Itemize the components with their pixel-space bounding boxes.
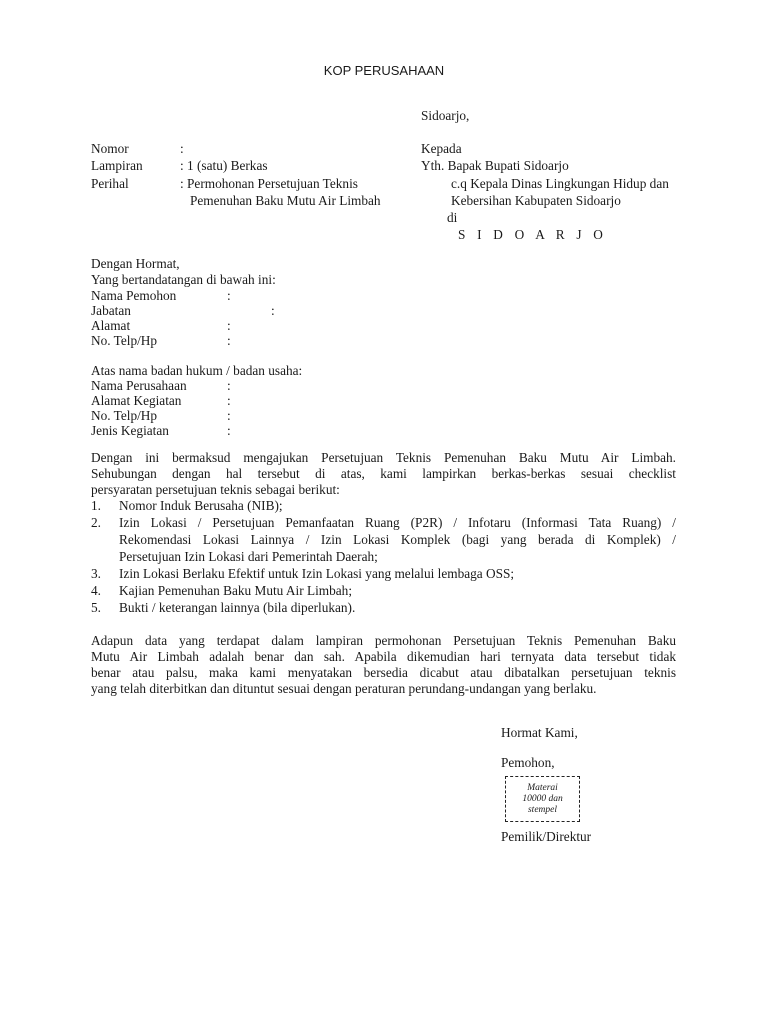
list-number: 4. (91, 583, 101, 598)
perihal-value-1: : Permohonan Persetujuan Teknis (180, 176, 358, 191)
list-number: 1. (91, 498, 101, 513)
company-phone-label: No. Telp/Hp (91, 408, 158, 423)
list-number: 5. (91, 600, 101, 615)
applicant-address-label: Alamat (91, 318, 131, 333)
applicant-address-colon: : (227, 318, 231, 333)
signer-role: Pemohon, (501, 755, 555, 770)
applicant-name-colon: : (227, 288, 231, 303)
list-text: Rekomendasi Lokasi Lainnya / Izin Lokasi Komplek (bagi yang berada di Komplek) / (119, 532, 676, 547)
company-intro: Atas nama badan hukum / badan usaha: (91, 363, 303, 378)
recipient-line2: c.q Kepala Dinas Lingkungan Hidup dan (451, 176, 669, 191)
applicant-position-colon: : (271, 303, 275, 318)
list-text: Kajian Pemenuhan Baku Mutu Air Limbah; (119, 583, 353, 598)
stamp-line-3: stempel (527, 805, 558, 815)
company-address-colon: : (227, 393, 231, 408)
company-address-label: Alamat Kegiatan (91, 393, 182, 408)
recipient-line3: Kebersihan Kabupaten Sidoarjo (451, 193, 621, 208)
applicant-name-label: Nama Pemohon (91, 288, 177, 303)
closing-line-2: Mutu Air Limbah adalah benar dan sah. Apabila dikemudian hari ternyata data tersebut tidak (91, 649, 676, 664)
list-text: Izin Lokasi Berlaku Efektif untuk Izin Lokasi yang melalui lembaga OSS; (119, 566, 515, 581)
applicant-phone-colon: : (227, 333, 231, 348)
nomor-colon: : (180, 141, 184, 156)
lampiran-value: : 1 (satu) Berkas (180, 158, 268, 173)
body-line-3: persyaratan persetujuan teknis sebagai berikut: (91, 482, 340, 497)
nomor-label: Nomor (91, 141, 129, 156)
signer-title: Pemilik/Direktur (501, 829, 592, 844)
body-line-2: Sehubungan dengan hal tersebut di atas, kami lampirkan berkas-berkas sesuai checklist (91, 466, 676, 481)
list-text: Bukti / keterangan lainnya (bila diperlukan). (119, 600, 356, 615)
list-text: Nomor Induk Berusaha (NIB); (119, 498, 283, 513)
place-date: Sidoarjo, (421, 108, 470, 123)
regards: Hormat Kami, (501, 725, 578, 740)
body-line-1: Dengan ini bermaksud mengajukan Persetujuan Teknis Pemenuhan Baku Mutu Air Limbah. (91, 450, 676, 465)
recipient-di: di (447, 210, 458, 225)
perihal-value-2: Pemenuhan Baku Mutu Air Limbah (190, 193, 381, 208)
company-phone-colon: : (227, 408, 231, 423)
company-name-colon: : (227, 378, 231, 393)
stamp-line-2: 10000 dan (522, 794, 563, 804)
perihal-label: Perihal (91, 176, 129, 191)
letterhead: KOP PERUSAHAAN (323, 63, 445, 78)
stamp-box (505, 776, 580, 822)
recipient-city: S I D O A R J O (458, 227, 608, 242)
list-text: Izin Lokasi / Persetujuan Pemanfaatan Ruang (P2R) / Infotaru (Informasi Tata Ruang) / (119, 515, 676, 530)
applicant-phone-label: No. Telp/Hp (91, 333, 158, 348)
recipient-to: Kepada (421, 141, 462, 156)
closing-line-4: yang telah diterbitkan dan dituntut sesuai dengan peraturan perundang-undangan yang berlaku. (91, 681, 597, 696)
closing-line-1: Adapun data yang terdapat dalam lampiran permohonan Persetujuan Teknis Pemenuhan Baku (91, 633, 676, 648)
company-name-label: Nama Perusahaan (91, 378, 187, 393)
recipient-line1: Yth. Bapak Bupati Sidoarjo (421, 158, 569, 173)
list-number: 2. (91, 515, 101, 530)
list-number: 3. (91, 566, 101, 581)
stamp-line-1: Materai (527, 783, 558, 793)
applicant-position-label: Jabatan (91, 303, 131, 318)
greeting: Dengan Hormat, (91, 256, 180, 271)
intro-text: Yang bertandatangan di bawah ini: (91, 272, 276, 287)
closing-line-3: benar atau palsu, maka kami menyatakan bersedia dicabut atau dibatalkan persetujuan teknis (91, 665, 676, 680)
lampiran-label: Lampiran (91, 158, 143, 173)
list-text: Persetujuan Izin Lokasi dari Pemerintah Daerah; (119, 549, 378, 564)
company-activity-label: Jenis Kegiatan (91, 423, 169, 438)
company-activity-colon: : (227, 423, 231, 438)
